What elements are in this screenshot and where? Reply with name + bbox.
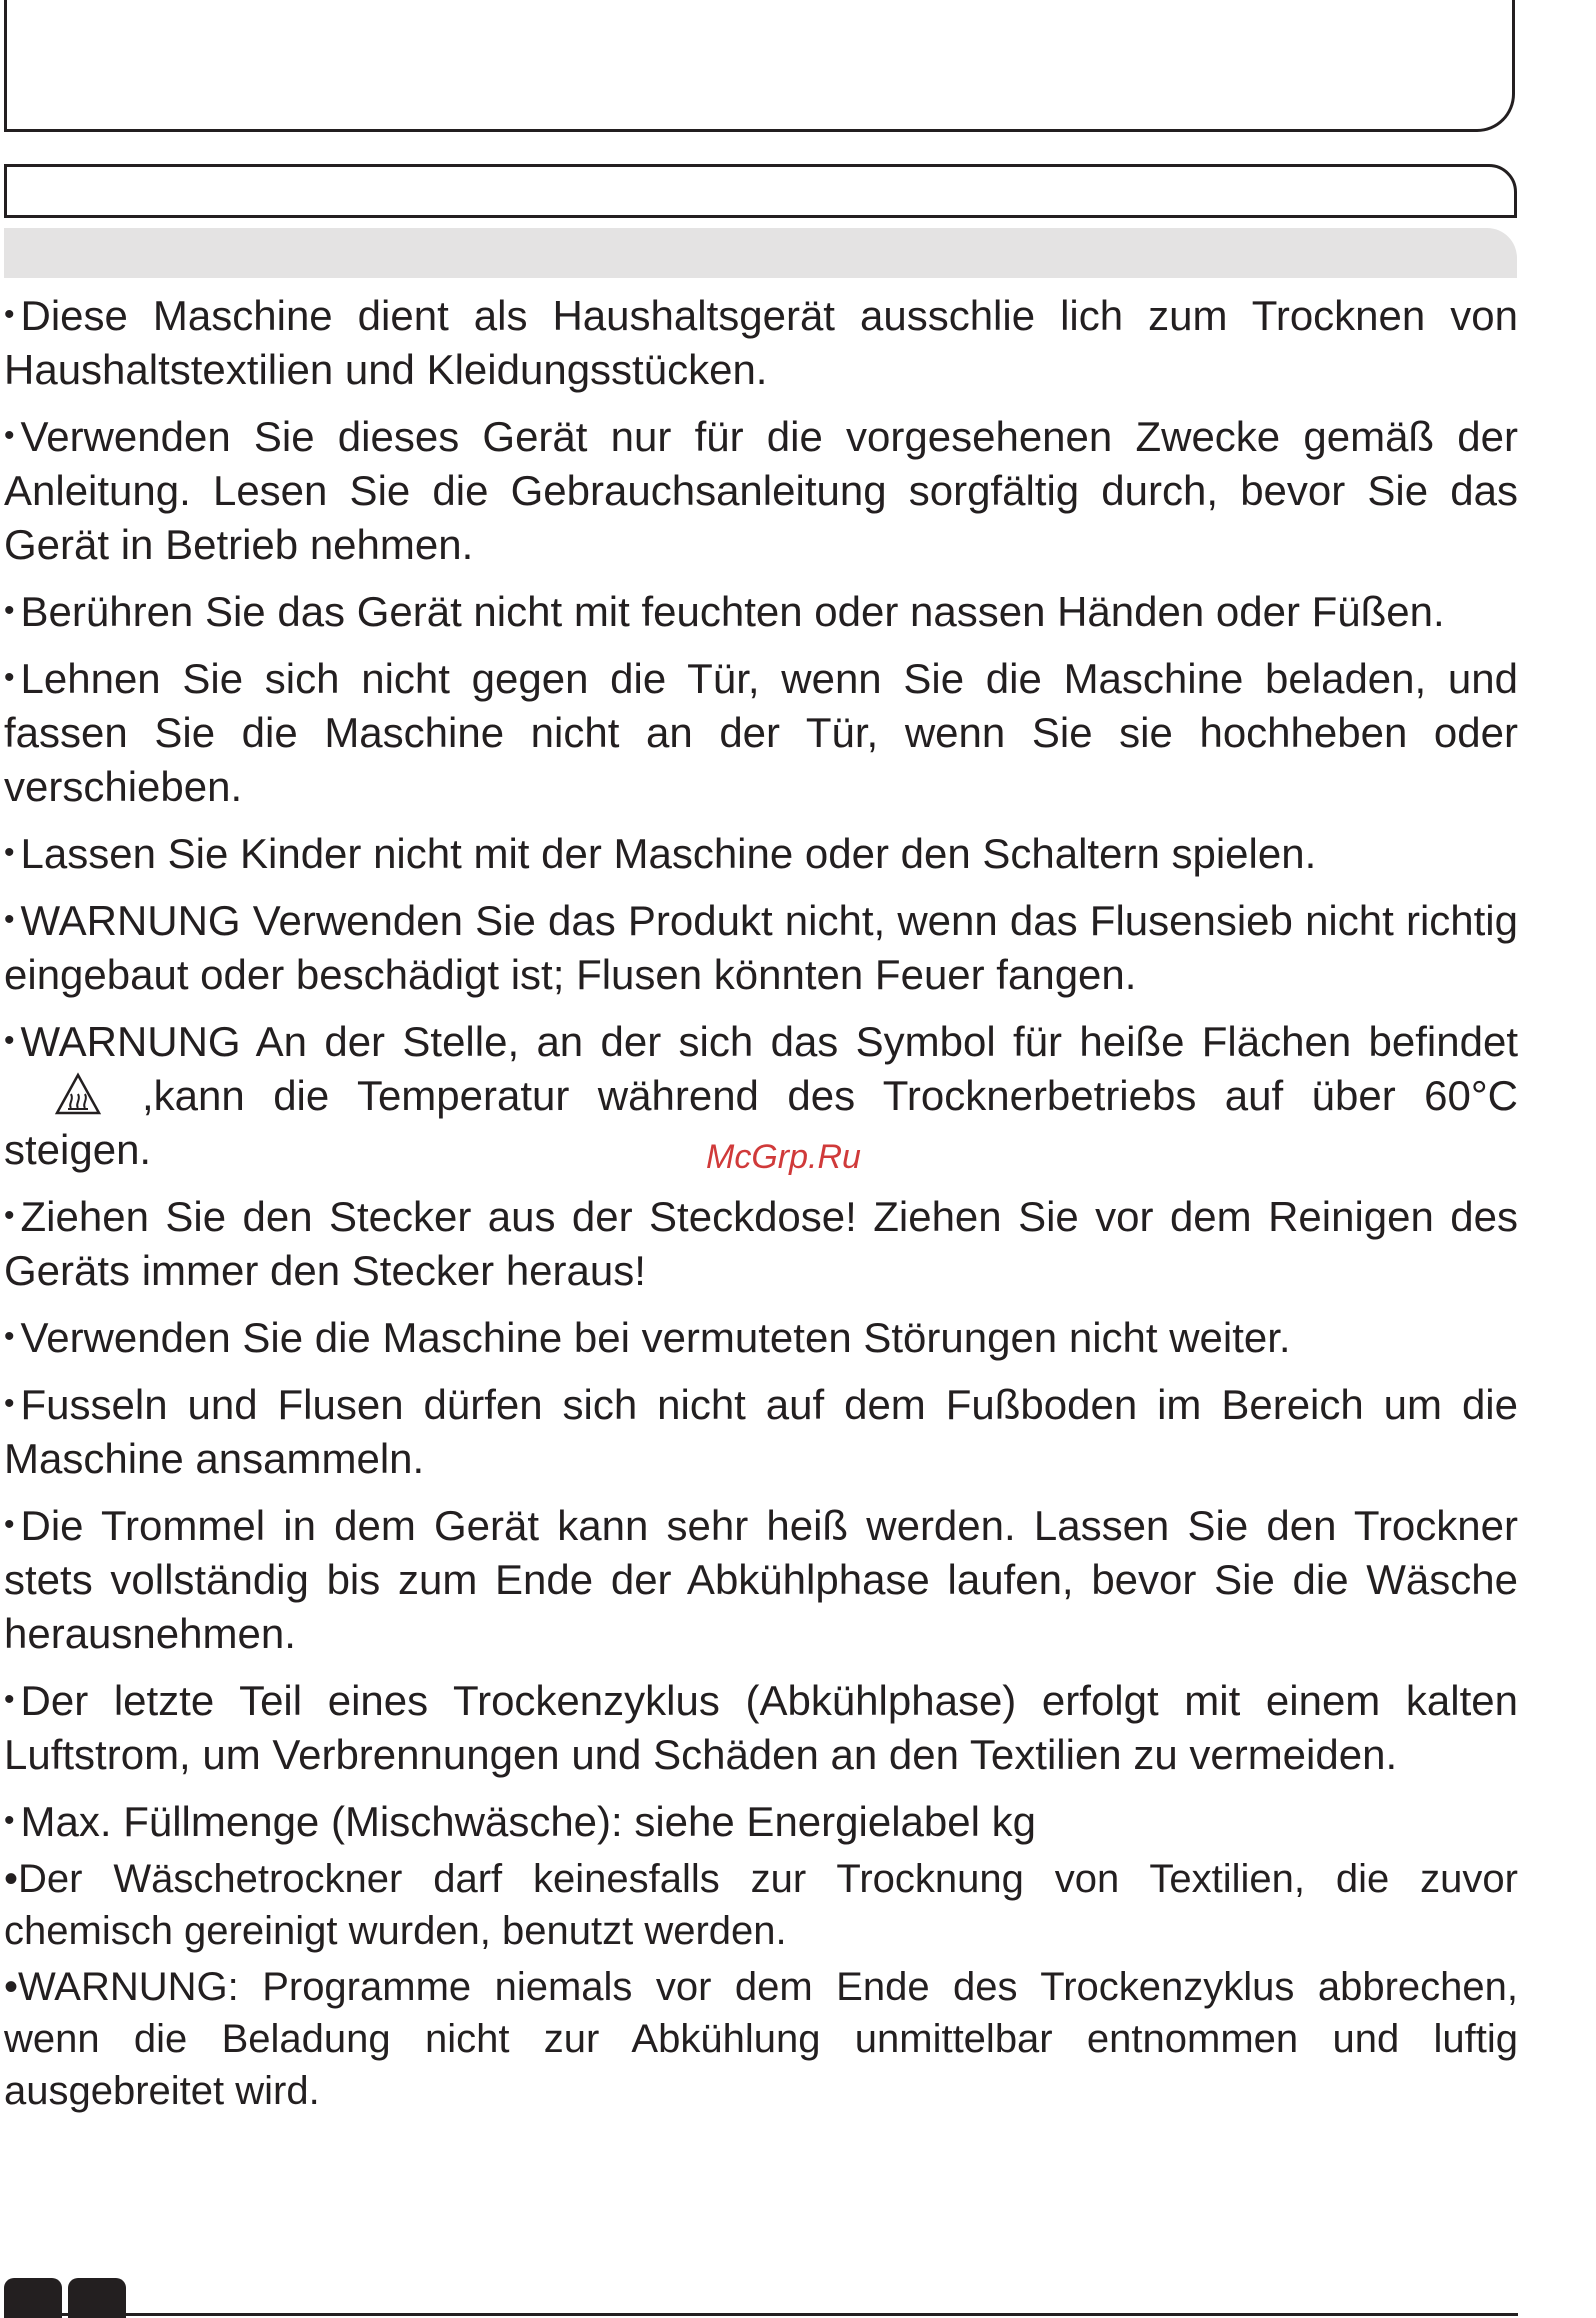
instruction-9: • Verwenden Sie die Maschine bei vermuteten Störungen nicht weiter.: [4, 1310, 1518, 1365]
bullet: •: [4, 1683, 15, 1716]
instruction-15-warning-cycle: •WARNUNG: Programme niemals vor dem Ende des Trockenzyklus abbrechen, wenn die Beladung nicht zur Abkühlung unmittelbar entnommen und luftig ausgebreitet wird.: [4, 1965, 1518, 2113]
watermark: McGrp.Ru: [706, 1138, 861, 1176]
bullet: •: [4, 298, 15, 331]
header-box: [4, 0, 1515, 132]
instruction-8: • Ziehen Sie den Stecker aus der Steckdose! Ziehen Sie vor dem Reinigen des Geräts immer den Stecker heraus!: [4, 1189, 1518, 1298]
instruction-10: • Fusseln und Flusen dürfen sich nicht auf dem Fußboden im Bereich um die Maschine ansammeln.: [4, 1377, 1518, 1486]
safety-instructions: [4, 288, 1518, 2117]
bullet: •: [4, 836, 15, 869]
bullet: •: [4, 1199, 15, 1232]
page-number-tab: [4, 2278, 62, 2318]
bullet: •: [4, 419, 15, 452]
instruction-14: •Der Wäschetrockner darf keinesfalls zur Trocknung von Textilien, die zuvor chemisch gereinigt wurden, benutzt werden.: [4, 1857, 1518, 1953]
bullet: •: [4, 1387, 15, 1420]
bullet: •: [4, 903, 15, 936]
bullet: •: [4, 1320, 15, 1353]
instruction-13-max-load: • Max. Füllmenge (Mischwäsche): siehe Energielabel kg: [4, 1794, 1518, 1849]
instruction-3: • Berühren Sie das Gerät nicht mit feuchten oder nassen Händen oder Füßen.: [4, 584, 1518, 639]
instruction-1: • Diese Maschine dient als Haushaltsgerät ausschlie lich zum Trocknen von Haushaltstextilien und Kleidungsstücken.: [4, 288, 1518, 397]
instruction-4: • Lehnen Sie sich nicht gegen die Tür, wenn Sie die Maschine beladen, und fassen Sie die Maschine nicht an der Tür, wenn Sie sie hochheben oder verschieben.: [4, 651, 1518, 814]
hot-surface-warning-icon: [54, 1072, 102, 1116]
bullet: •: [4, 661, 15, 694]
instruction-6-warning-lint-filter: • WARNUNG Verwenden Sie das Produkt nicht, wenn das Flusensieb nicht richtig eingebaut oder beschädigt ist; Flusen könnten Feuer fangen.: [4, 893, 1518, 1002]
footer-rule: [4, 2313, 1518, 2316]
section-title-box: [4, 164, 1517, 218]
instruction-11: • Die Trommel in dem Gerät kann sehr heiß werden. Lassen Sie den Trockner stets vollständig bis zum Ende der Abkühlphase laufen, bevor Sie die Wäsche herausnehmen.: [4, 1498, 1518, 1661]
bullet: •: [4, 594, 15, 627]
instruction-12: • Der letzte Teil eines Trockenzyklus (Abkühlphase) erfolgt mit einem kalten Luftstrom, um Verbrennungen und Schäden an den Textilien zu vermeiden.: [4, 1673, 1518, 1782]
instruction-2: • Verwenden Sie dieses Gerät nur für die vorgesehenen Zwecke gemäß der Anleitung. Lesen Sie die Gebrauchsanleitung sorgfältig durch, bevor Sie das Gerät in Betrieb nehmen.: [4, 409, 1518, 572]
subheading-band: [4, 228, 1517, 278]
instruction-5: • Lassen Sie Kinder nicht mit der Maschine oder den Schaltern spielen.: [4, 826, 1518, 881]
page-number-tab: [68, 2278, 126, 2318]
instruction-7-warning-hot-surface: • WARNUNG An der Stelle, an der sich das Symbol für heiße Flächen befindet,kann die Temperatur während des Trocknerbetriebs auf über 60°C steigen.: [4, 1014, 1518, 1177]
bullet: •: [4, 1508, 15, 1541]
bullet: •: [4, 1024, 15, 1057]
bullet: •: [4, 1804, 15, 1837]
